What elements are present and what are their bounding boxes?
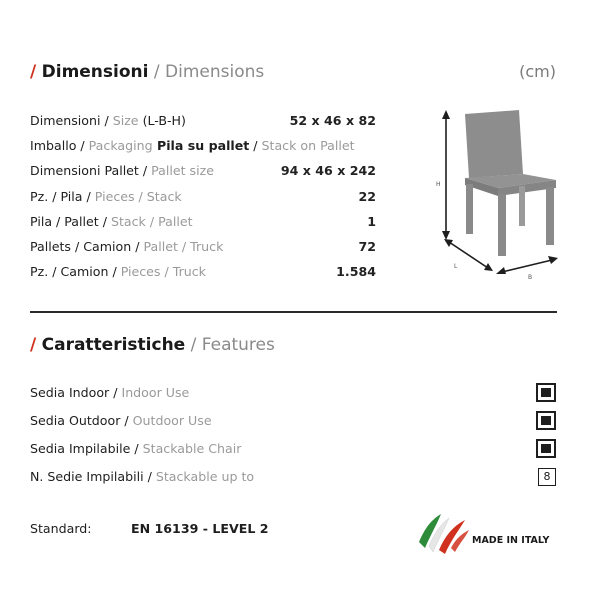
feature-sep: /: [143, 469, 156, 484]
feature-sep: /: [109, 385, 122, 400]
feature-label-it: Sedia Indoor: [30, 385, 110, 400]
row-sep: /: [138, 163, 152, 179]
feature-sep: /: [130, 441, 143, 456]
dimension-row-pieces-truck: [30, 264, 376, 289]
features-title-en: Features: [201, 335, 275, 355]
row-label-it: Dimensioni: [30, 113, 101, 128]
features-heading: [30, 335, 275, 355]
chair-dimension-diagram: [432, 102, 562, 282]
dimensions-title-en: Dimensions: [165, 62, 265, 82]
length-label: L: [454, 263, 458, 270]
feature-label-en: Stackable Chair: [142, 441, 242, 456]
dimension-table: [30, 113, 376, 289]
row-sep: /: [76, 138, 89, 154]
length-arrow: [444, 239, 493, 271]
feature-label-en: Stackable up to: [155, 469, 255, 484]
feature-label-it: Sedia Outdoor: [30, 413, 121, 428]
heading-slash: /: [30, 62, 37, 82]
row-value: 94 x 46 x 242: [280, 163, 376, 179]
unit-label: (cm): [519, 62, 556, 81]
feature-row-outdoor: [30, 411, 556, 439]
row-sep: /: [100, 113, 113, 128]
dimension-row-size: [30, 113, 376, 138]
row-label-en: Pieces / Truck: [120, 264, 206, 280]
row-value: 1: [367, 213, 376, 229]
height-arrow: [442, 110, 450, 240]
row-value: 72: [358, 238, 376, 254]
dimensions-title-it: Dimensioni: [41, 62, 149, 82]
stack-count-box: 8: [538, 468, 556, 486]
row-sep: /: [108, 264, 121, 280]
dimension-row-pallet-size: [30, 163, 376, 188]
row-label-it: Dimensioni Pallet: [30, 163, 139, 179]
dimension-row-stack-pallet: [30, 214, 376, 239]
dimensions-heading: [30, 62, 264, 82]
row-label-extra: (L-B-H): [138, 113, 186, 128]
heading-slash: /: [30, 335, 37, 355]
standard-value: EN 16139 - LEVEL 2: [131, 521, 269, 536]
row-label-it: Pallets / Camion: [30, 238, 132, 254]
breadth-arrow: [496, 256, 558, 274]
features-title-sep: /: [185, 335, 202, 355]
feature-label-en: Indoor Use: [121, 385, 190, 400]
feature-sep: /: [120, 413, 133, 428]
section-divider: [30, 311, 557, 313]
feature-row-indoor: [30, 383, 556, 411]
row-label-en: Stack / Pallet: [110, 213, 193, 229]
dimension-row-pieces-stack: [30, 189, 376, 214]
chair-illustration: [465, 110, 556, 256]
dimension-row-pallets-truck: [30, 239, 376, 264]
row-sep: /: [131, 238, 144, 254]
made-in-italy-text: MADE IN ITALY: [472, 535, 550, 546]
row-value: 1.584: [336, 264, 376, 280]
row-label-extra-bold: Pila su pallet: [152, 138, 250, 154]
row-sep: /: [98, 213, 111, 229]
row-label-it: Pila / Pallet: [30, 213, 99, 229]
dimension-row-packaging: [30, 138, 376, 163]
row-label-en: Size: [112, 113, 139, 128]
row-value: 22: [358, 188, 376, 204]
feature-label-en: Outdoor Use: [132, 413, 212, 428]
row-label-it: Pz. / Camion: [30, 264, 109, 280]
row-label-en: Pallet / Truck: [143, 238, 224, 254]
indoor-checkbox: [536, 383, 556, 402]
row-sep-2: /: [249, 138, 262, 154]
row-label-en-2: Stack on Pallet: [261, 138, 355, 154]
feature-label-it: Sedia Impilabile: [30, 441, 131, 456]
height-label: H: [436, 181, 441, 188]
row-sep: /: [82, 188, 95, 204]
stackable-checkbox: [536, 439, 556, 458]
row-label-en: Pallet size: [151, 163, 214, 179]
row-label-it: Imballo: [30, 138, 77, 154]
features-title-it: Caratteristiche: [41, 335, 186, 355]
row-value: 52 x 46 x 82: [289, 113, 376, 128]
feature-label-it: N. Sedie Impilabili: [30, 469, 144, 484]
row-label-en: Packaging: [88, 138, 153, 154]
feature-row-stackable: [30, 439, 556, 467]
features-list: [30, 383, 556, 495]
outdoor-checkbox: [536, 411, 556, 430]
breadth-label: B: [528, 274, 533, 281]
feature-row-stack-count: [30, 467, 556, 495]
row-label-it: Pz. / Pila: [30, 188, 83, 204]
italian-flag-icon: [415, 508, 471, 556]
row-label-en: Pieces / Stack: [94, 188, 182, 204]
standard-label: Standard:: [30, 521, 92, 536]
dimensions-title-sep: /: [148, 62, 166, 82]
